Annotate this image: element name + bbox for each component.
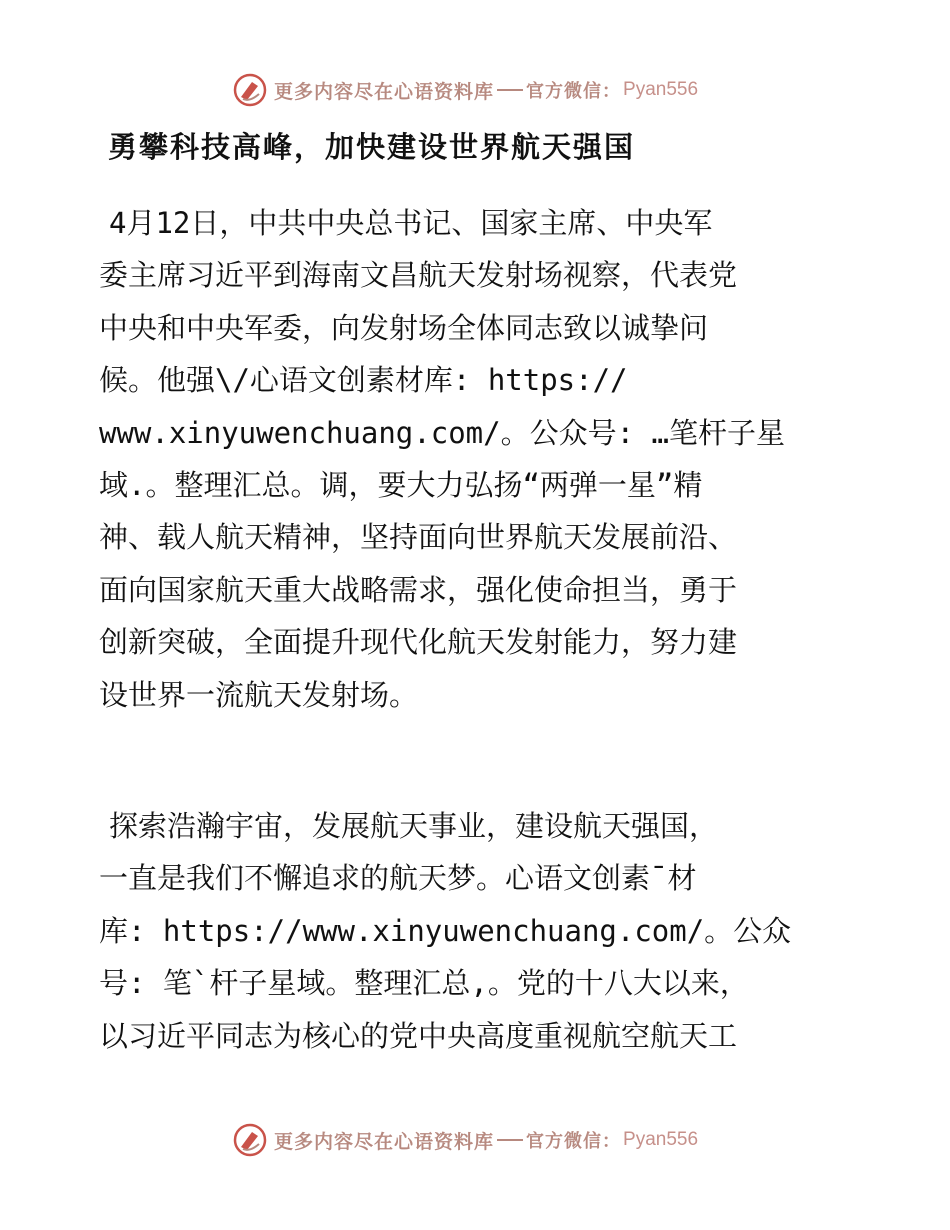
text-line: 神、载人航天精神，坚持面向世界航天发展前沿、 bbox=[99, 520, 738, 555]
paragraph-2 bbox=[99, 800, 859, 1062]
banner-label: 官方微信： bbox=[526, 1131, 622, 1152]
text-line: 域.。整理汇总。调，要大力弘扬“两弹一星”精 bbox=[99, 468, 703, 503]
brand-logo-icon bbox=[232, 1122, 268, 1158]
text-line: 探索浩瀚宇宙，发展航天事业，建设航天强国， bbox=[109, 809, 719, 843]
banner-label: 官方微信： bbox=[526, 81, 622, 102]
text-line: www.xinyuwenchuang.com/。公众号: …笔杆子星 bbox=[99, 415, 785, 450]
banner-wechat-id: Pyan556 bbox=[623, 1129, 699, 1150]
text-line: 设世界一流航天发射场。 bbox=[99, 677, 419, 712]
text-line: 库: https://www.xinyuwenchuang.com/。公众 bbox=[99, 913, 792, 948]
article-title: 勇攀科技高峰，加快建设世界航天强国 bbox=[108, 130, 636, 164]
text-line: 候。他强\/心语文创素材库: https:// bbox=[99, 363, 628, 398]
brand-logo-icon bbox=[232, 72, 268, 108]
text-line: 创新突破，全面提升现代化航天发射能力，努力建 bbox=[99, 625, 738, 660]
text-line: 号: 笔`杆子星域。整理汇总,。党的十八大以来， bbox=[99, 966, 749, 1001]
text-line: 委主席习近平到海南文昌航天发射场视察，代表党 bbox=[99, 258, 738, 293]
banner-text: 更多内容尽在心语资料库 bbox=[274, 80, 495, 103]
banner-text: 更多内容尽在心语资料库 bbox=[274, 1130, 495, 1153]
text-line: 一直是我们不懈追求的航天梦。心语文创素¯材 bbox=[99, 861, 697, 896]
text-line: 4月12日，中共中央总书记、国家主席、中央军 bbox=[109, 206, 713, 240]
text-line: 以习近平同志为核心的党中央高度重视航空航天工 bbox=[99, 1018, 738, 1053]
header-banner bbox=[232, 70, 698, 110]
banner-dash bbox=[497, 89, 523, 91]
banner-dash bbox=[497, 1139, 523, 1141]
text-line: 中央和中央军委，向发射场全体同志致以诚挚问 bbox=[99, 310, 709, 345]
footer-banner bbox=[232, 1120, 698, 1160]
paragraph-1 bbox=[99, 197, 859, 721]
banner-wechat-id: Pyan556 bbox=[623, 79, 699, 100]
text-line: 面向国家航天重大战略需求，强化使命担当，勇于 bbox=[99, 572, 738, 607]
